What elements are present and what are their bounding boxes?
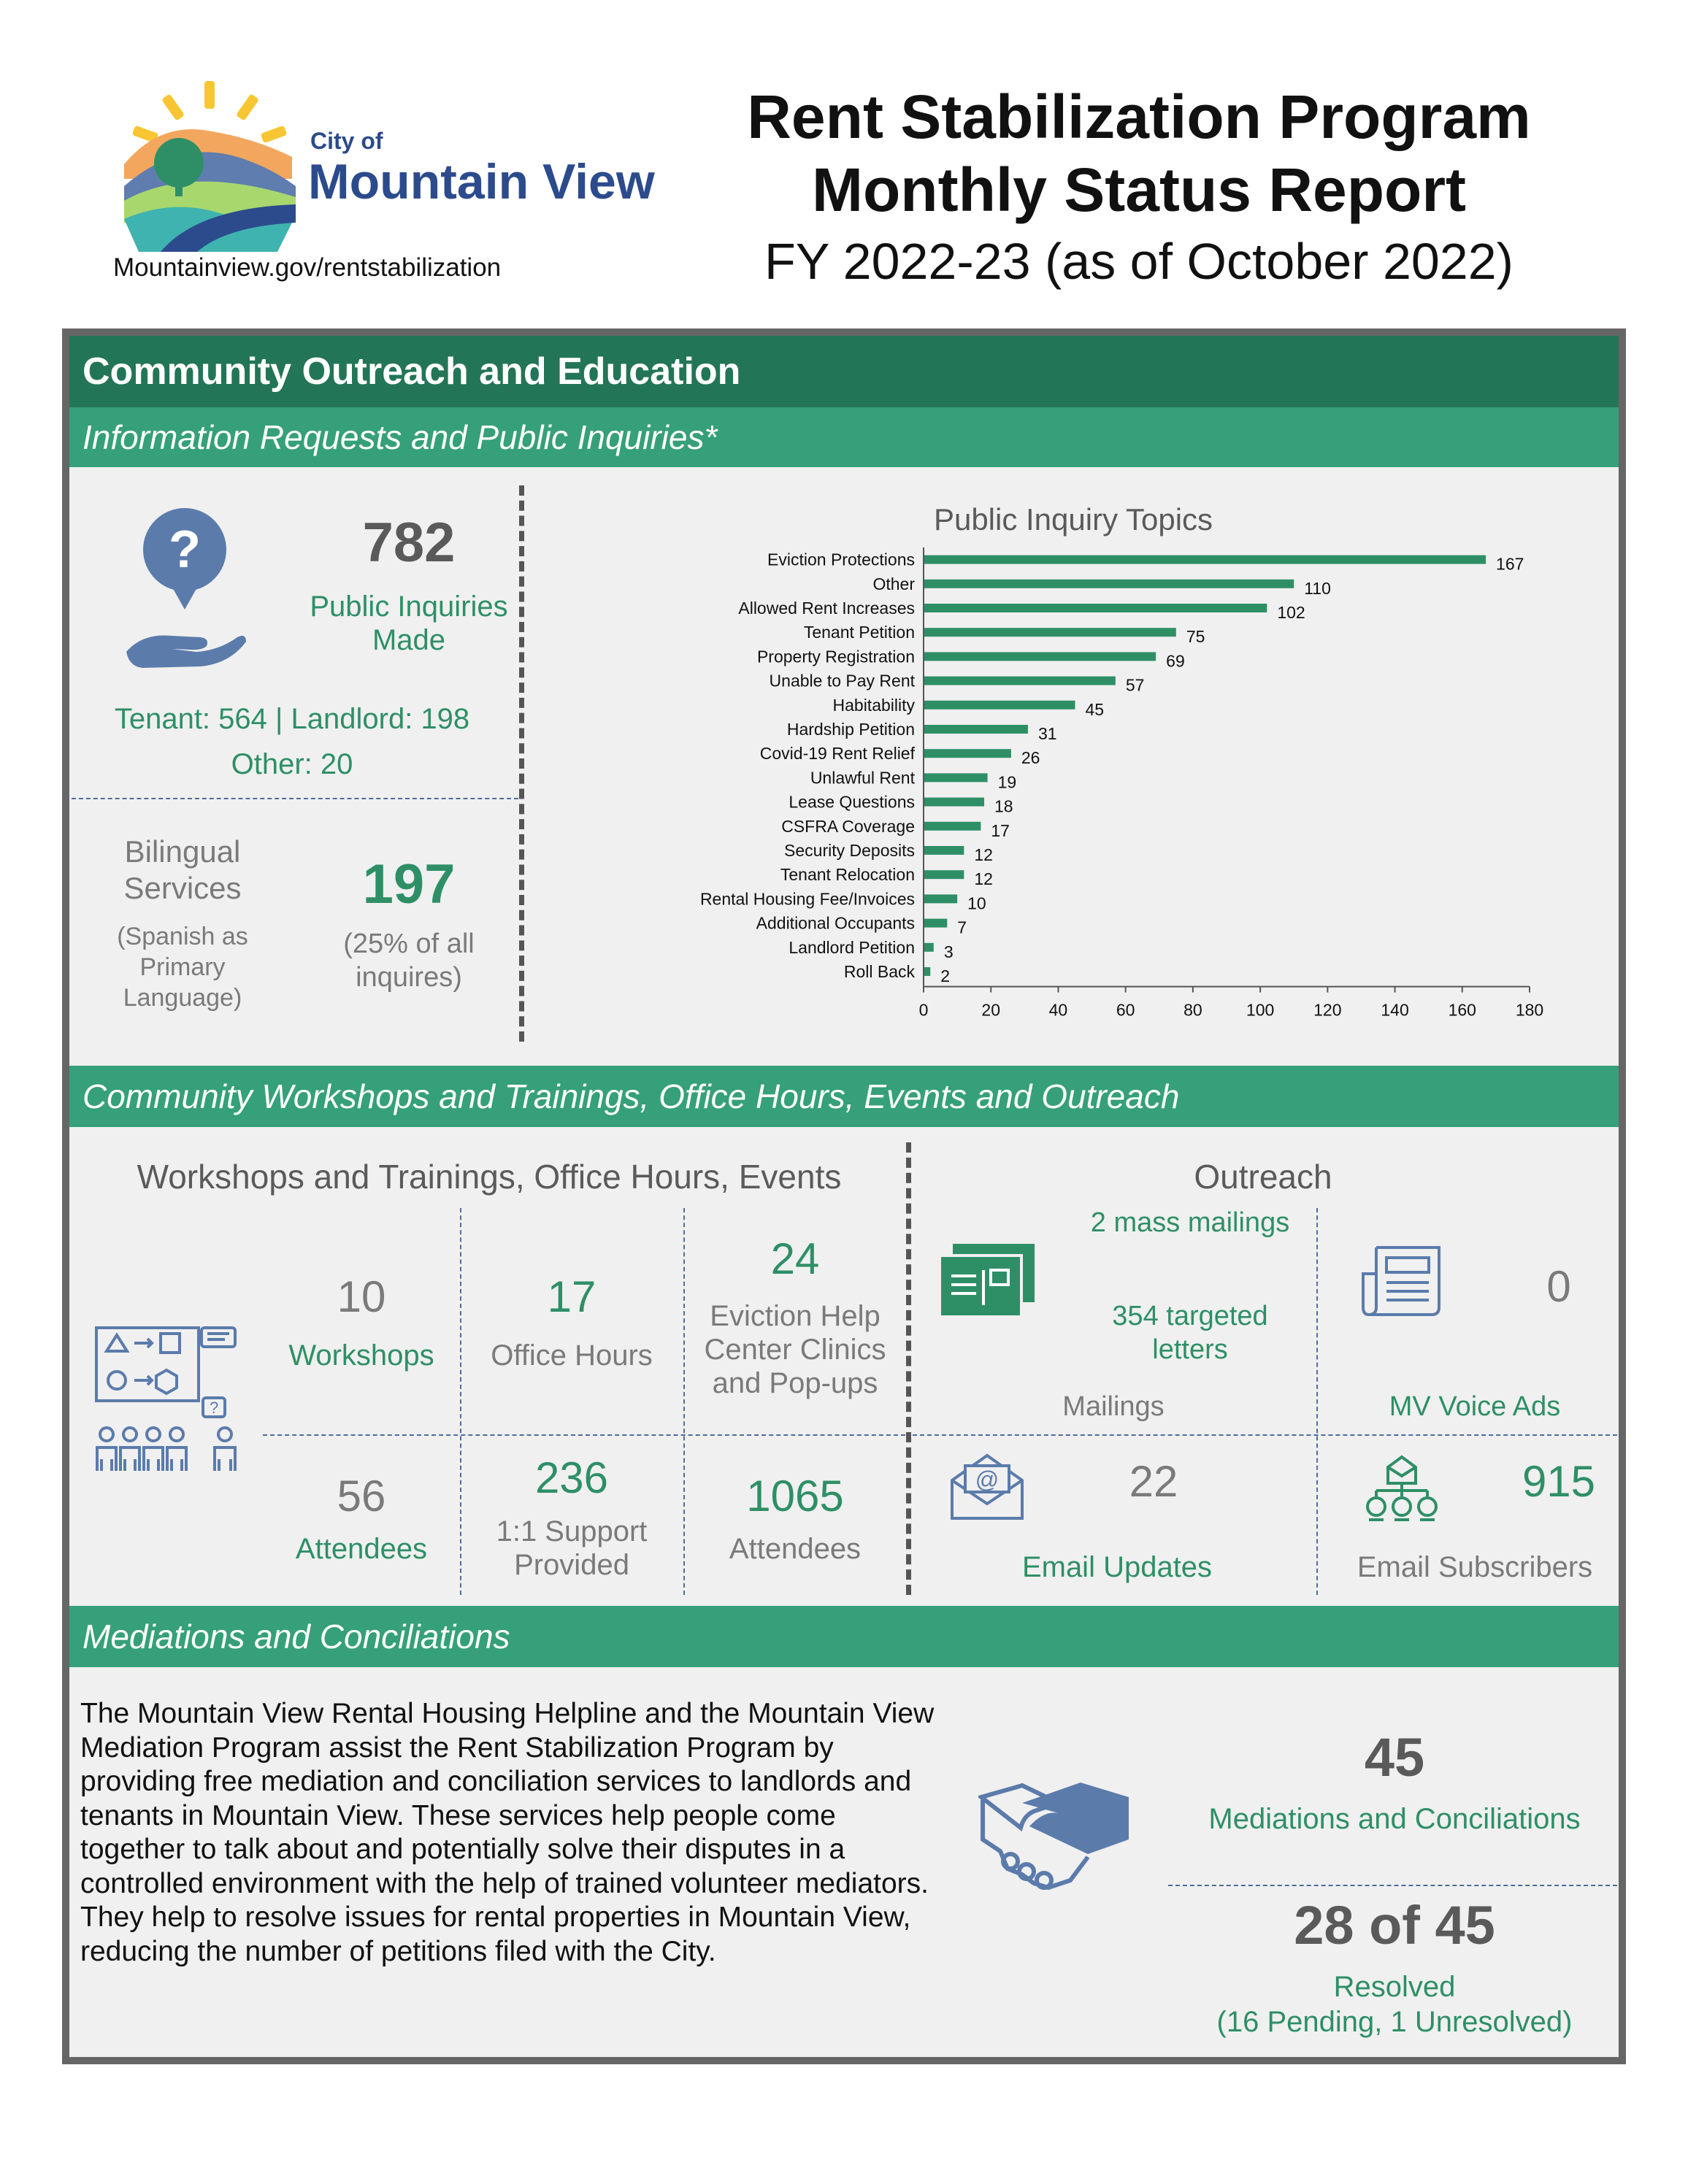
chart-bar (924, 555, 1486, 564)
divider-outreach-horizontal (913, 1434, 1617, 1436)
chart-bar (924, 604, 1267, 612)
mailings-icon (938, 1241, 1037, 1325)
workshop-training-icon (93, 1325, 239, 1478)
chart-category-label: Rental Housing Fee/Invoices (699, 889, 915, 909)
office-hours-label: Office Hours (491, 1339, 653, 1372)
email-updates-num: 22 (1129, 1457, 1178, 1506)
chart-x-tick-label: 40 (1048, 1000, 1068, 1020)
divider-workshops-horizontal (263, 1434, 905, 1436)
chart-value-label: 102 (1277, 603, 1305, 622)
chart-category-label: Security Deposits (784, 841, 915, 860)
city-logo-mark-icon (117, 77, 307, 252)
website-link[interactable]: Mountainview.gov/rentstabilization (113, 253, 502, 282)
chart-value-label: 2 (940, 966, 951, 985)
office-hours-num: 17 (547, 1272, 596, 1321)
attendees1-label: Attendees (295, 1533, 428, 1565)
subheader-inquiries (69, 407, 1619, 467)
email-icon (949, 1453, 1026, 1526)
chart-x-tick-label: 60 (1116, 1000, 1135, 1020)
chart-bar (924, 580, 1294, 588)
workshops-section-title: Workshops and Trainings, Office Hours, Events (137, 1158, 842, 1196)
logo-city-of: City of (310, 128, 383, 154)
email-subscribers-icon (1362, 1453, 1442, 1526)
svg-text:?: ? (210, 1399, 219, 1417)
support-num: 236 (534, 1453, 609, 1502)
chart-value-label: 17 (991, 820, 1010, 840)
chart-category-label: Covid-19 Rent Relief (759, 744, 915, 764)
section-title-outreach: Community Outreach and Education (83, 350, 741, 393)
chart-bar (924, 677, 1116, 685)
clinics-label: Eviction Help Center Clinics and Pop-ups (704, 1300, 886, 1399)
mass-mailings: 2 mass mailings (1090, 1207, 1290, 1238)
report-title-line1: Rent Stabilization Program (747, 82, 1531, 151)
bilingual-note: (Spanish as Primary Language) (117, 923, 248, 1012)
resolved-note: (16 Pending, 1 Unresolved) (1216, 2006, 1573, 2038)
chart-category-label: Tenant Petition (803, 623, 915, 642)
svg-text:?: ? (169, 520, 201, 579)
divider-outreach-1 (1316, 1208, 1318, 1595)
chart-value-label: 75 (1186, 627, 1205, 647)
chart-bar (924, 967, 930, 976)
subheader-mediations (69, 1606, 1619, 1667)
chart-bar (924, 894, 957, 903)
chart-value-label: 12 (974, 869, 993, 889)
attendees2-label: Attendees (729, 1533, 862, 1565)
chart-category-label: Additional Occupants (756, 913, 915, 933)
bilingual-total: 197 (362, 853, 456, 915)
inquiries-other: Other: 20 (231, 748, 353, 780)
inquiries-breakdown: Tenant: 564 | Landlord: 198 (114, 703, 470, 735)
divider-vertical-1 (519, 485, 524, 1042)
mv-voice-label: MV Voice Ads (1389, 1391, 1561, 1422)
mediations-num: 45 (1364, 1727, 1425, 1788)
chart-bar (924, 943, 934, 952)
chart-value-label: 3 (943, 942, 954, 961)
email-updates-label: Email Updates (1021, 1551, 1213, 1583)
chart-bar (924, 798, 984, 807)
subheader-mediations-text: Mediations and Conciliations (83, 1618, 510, 1656)
bilingual-label: Bilingual Services (123, 834, 242, 905)
question-hand-icon (120, 507, 248, 675)
chart-category-label: Landlord Petition (789, 937, 915, 957)
chart-value-label: 110 (1304, 578, 1331, 598)
chart-x-tick-label: 20 (981, 1000, 1001, 1020)
mv-voice-num: 0 (1546, 1262, 1571, 1311)
chart-value-label: 45 (1085, 699, 1105, 719)
public-inquiry-chart (533, 540, 1555, 1037)
bilingual-pct: (25% of all inquires) (343, 928, 475, 993)
email-subs-label: Email Subscribers (1357, 1551, 1593, 1583)
chart-value-label: 31 (1037, 724, 1057, 743)
chart-value-label: 26 (1021, 748, 1040, 768)
chart-value-label: 69 (1166, 651, 1185, 671)
chart-x-tick-label: 120 (1313, 1000, 1342, 1020)
chart-value-label: 19 (997, 772, 1017, 792)
chart-title: Public Inquiry Topics (933, 502, 1213, 537)
subheader-workshops-text: Community Workshops and Trainings, Office Hours, Events and Outreach (83, 1077, 1180, 1115)
chart-bar (924, 919, 947, 928)
chart-value-label: 10 (967, 893, 986, 913)
chart-category-label: Habitability (832, 695, 915, 715)
svg-text:@: @ (975, 1466, 1000, 1493)
chart-x-tick-label: 0 (918, 1000, 929, 1020)
targeted-letters: 354 targeted letters (1112, 1301, 1268, 1365)
inquiries-label: Public Inquiries Made (310, 591, 508, 656)
chart-category-label: Other (872, 574, 915, 593)
report-title-line2: Monthly Status Report (812, 155, 1466, 224)
mediations-paragraph: The Mountain View Rental Housing Helpline and the Mountain View Mediation Program assist the Rent Stabilization Program by providing free mediation and conciliation services to landlords and tenants in Mountain View. These services help people come together to talk about and potentially solve their disputes in a controlled environment with the help of trained volunteer mediators. They help to resolve issues for rental properties in Mountain View, reducing the number of petitions filed with the City. (80, 1698, 935, 1967)
chart-category-label: Allowed Rent Increases (738, 599, 915, 618)
attendees1-num: 56 (337, 1472, 386, 1520)
mailings-label: Mailings (1062, 1391, 1165, 1422)
chart-bar (924, 822, 981, 831)
chart-category-label: Unable to Pay Rent (769, 671, 915, 691)
handshake-icon (978, 1781, 1132, 1902)
chart-value-label: 57 (1125, 675, 1145, 695)
workshops-num: 10 (337, 1272, 386, 1321)
chart-bar (924, 701, 1075, 710)
support-label: 1:1 Support Provided (496, 1515, 648, 1581)
chart-category-label: Roll Back (843, 962, 915, 981)
chart-bar (924, 846, 964, 855)
city-logo (117, 77, 672, 252)
chart-value-label: 18 (994, 796, 1013, 816)
attendees2-num: 1065 (746, 1472, 844, 1520)
chart-x-tick-label: 180 (1515, 1000, 1544, 1020)
chart-category-label: Hardship Petition (786, 720, 915, 739)
chart-x-tick-label: 160 (1448, 1000, 1476, 1020)
resolved-label: Resolved (1333, 1971, 1456, 2003)
divider-vertical-2 (906, 1142, 911, 1595)
outreach-title: Outreach (1194, 1158, 1332, 1196)
subheader-workshops (69, 1066, 1619, 1127)
mediations-label: Mediations and Conciliations (1208, 1803, 1581, 1835)
inquiries-total: 782 (362, 512, 456, 574)
chart-value-label: 12 (974, 845, 993, 864)
chart-category-label: CSFRA Coverage (781, 816, 915, 836)
chart-bar (924, 652, 1156, 661)
chart-x-tick-label: 80 (1183, 1000, 1202, 1020)
chart-x-tick-label: 100 (1246, 1000, 1275, 1020)
clinics-num: 24 (770, 1234, 820, 1283)
workshops-label: Workshops (288, 1339, 434, 1372)
chart-category-label: Lease Questions (789, 792, 915, 812)
report-subtitle: FY 2022-23 (as of October 2022) (764, 233, 1514, 290)
chart-bar (924, 725, 1028, 734)
chart-value-label: 167 (1496, 554, 1524, 574)
subheader-inquiries-text: Information Requests and Public Inquiries* (83, 418, 718, 456)
divider-mediations (1168, 1885, 1617, 1886)
chart-x-tick-label: 140 (1381, 1000, 1409, 1020)
logo-mountain-view: Mountain View (308, 154, 655, 209)
divider-inquiries (72, 798, 518, 799)
chart-category-label: Eviction Protections (767, 550, 915, 569)
chart-bar (924, 628, 1176, 637)
chart-bar (924, 773, 988, 782)
chart-category-label: Unlawful Rent (810, 768, 915, 788)
chart-category-label: Property Registration (756, 647, 915, 666)
chart-bar (924, 870, 964, 879)
chart-value-label: 7 (957, 918, 967, 937)
newspaper-icon (1362, 1245, 1442, 1321)
chart-bar (924, 749, 1011, 758)
email-subs-num: 915 (1522, 1457, 1596, 1506)
chart-category-label: Tenant Relocation (780, 865, 915, 885)
resolved-num: 28 of 45 (1294, 1895, 1495, 1956)
section-header-outreach (69, 336, 1619, 407)
